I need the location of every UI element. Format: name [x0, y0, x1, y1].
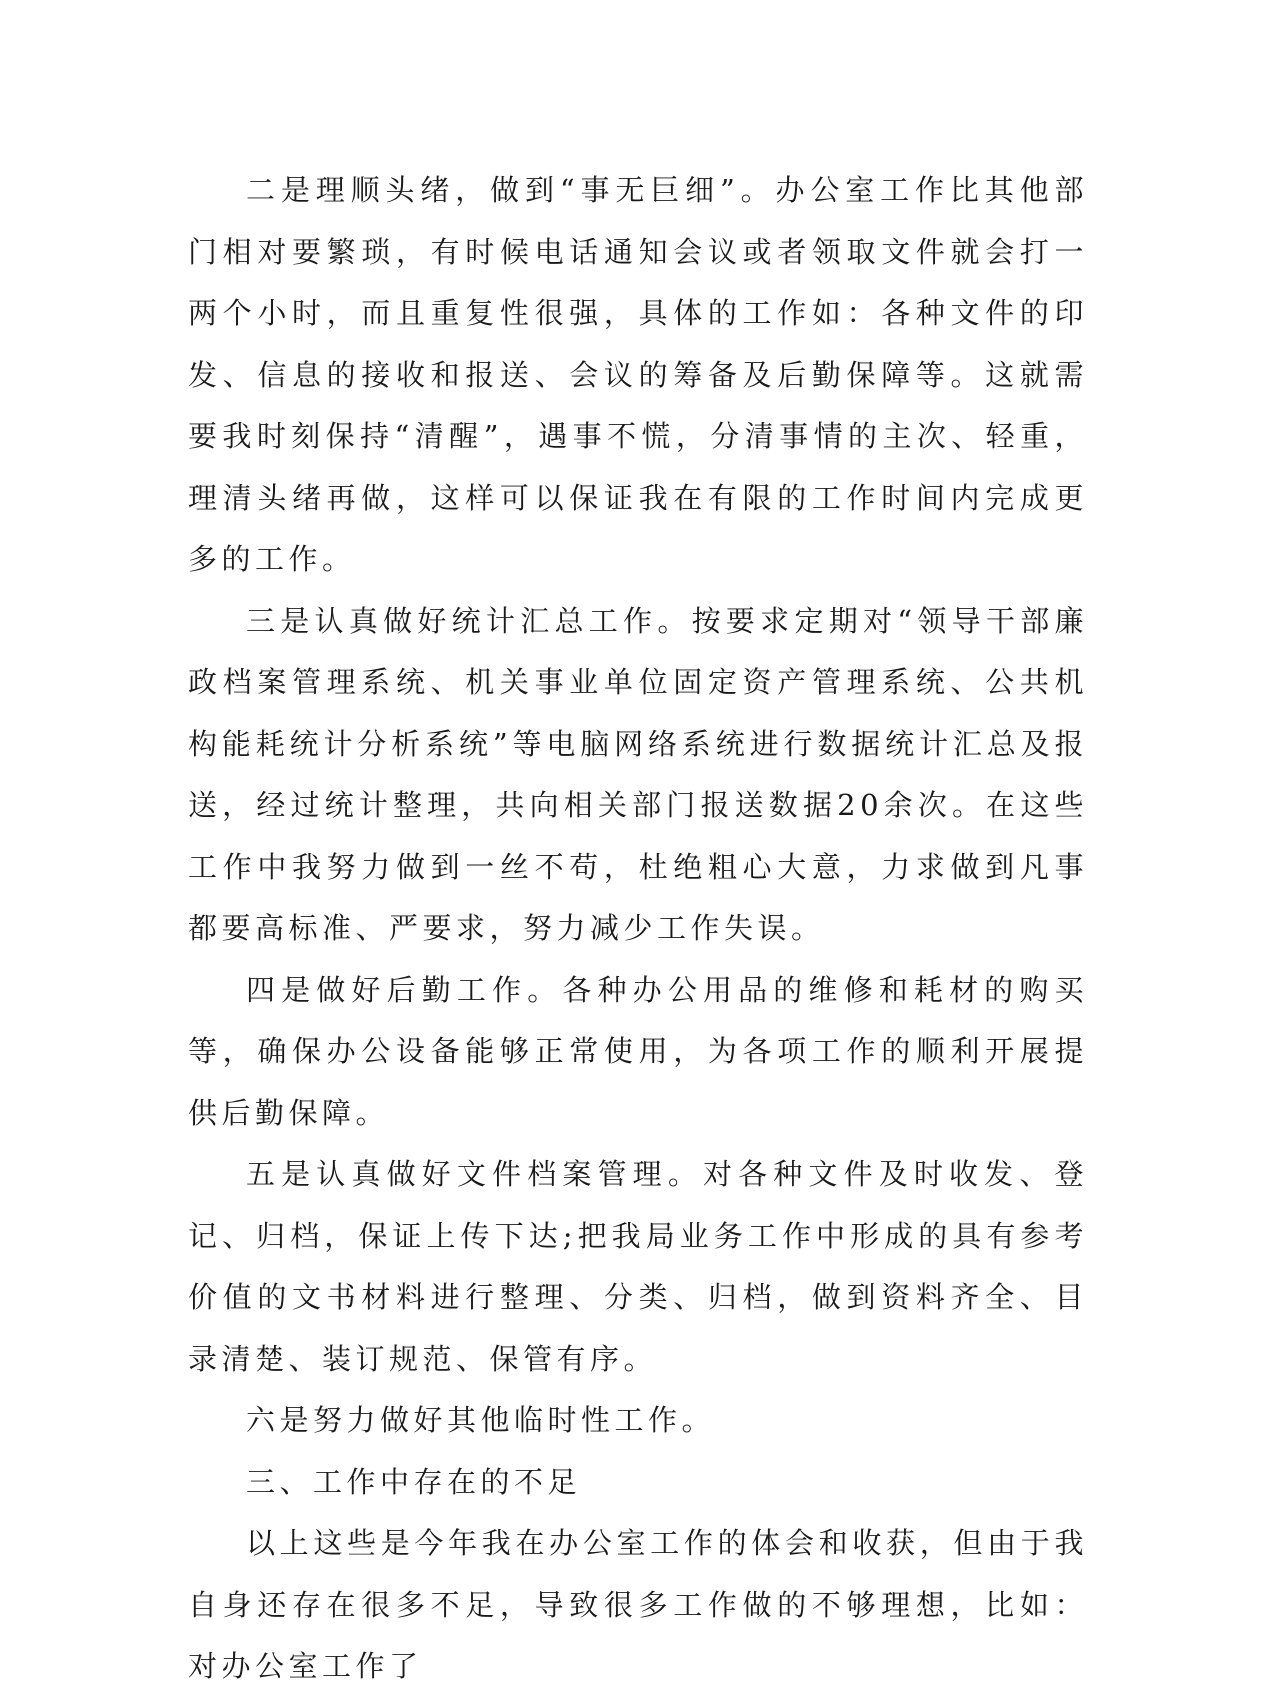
paragraph-temporary-work: 六是努力做好其他临时性工作。 — [246, 1403, 716, 1437]
paragraph-statistics-work: 三是认真做好统计汇总工作。按要求定期对“领导干部廉政档案管理系统、机关事业单位固定资产管理系统、公共机构能耗统计分析系统”等电脑网络系统进行数据统计汇总及报送，经过统计整理，共向相关部门报送数据20余次。在这些工作中我努力做到一丝不苟，杜绝粗心大意，力求做到凡事都要高标准、严要求，努力减少工作失误。 — [188, 603, 1088, 945]
document-body — [188, 160, 1088, 1698]
paragraph-shortcomings: 以上这些是今年我在办公室工作的体会和收获，但由于我自身还存在很多不足，导致很多工作做的不够理想，比如：对办公室工作了 — [188, 1526, 1088, 1683]
paragraph-logistics-work: 四是做好后勤工作。各种办公用品的维修和耗材的购买等，确保办公设备能够正常使用，为各项工作的顺利开展提供后勤保障。 — [188, 972, 1088, 1130]
section-heading-shortcomings: 三、工作中存在的不足 — [246, 1464, 582, 1499]
paragraph-organize-work: 二是理顺头绪，做到“事无巨细”。办公室工作比其他部门相对要繁琐，有时候电话通知会议或者领取文件就会打一两个小时，而且重复性很强，具体的工作如：各种文件的印发、信息的接收和报送、会议的筹备及后勤保障等。这就需要我时刻保持“清醒”，遇事不慌，分清事情的主次、轻重，理清头绪再做，这样可以保证我在有限的工作时间内完成更多的工作。 — [188, 173, 1088, 576]
paragraph-archive-management: 五是认真做好文件档案管理。对各种文件及时收发、登记、归档，保证上传下达;把我局业务工作中形成的具有参考价值的文书材料进行整理、分类、归档，做到资料齐全、目录清楚、装订规范、保管有序。 — [188, 1157, 1088, 1376]
